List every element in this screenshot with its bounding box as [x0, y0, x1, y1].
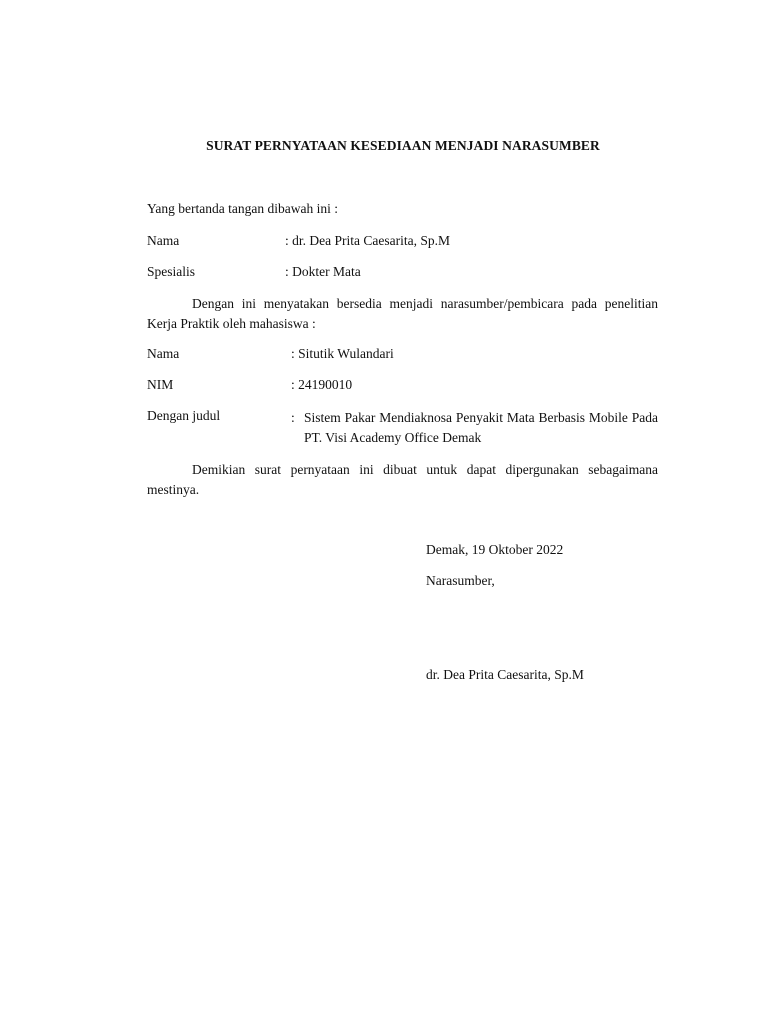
student-nim-value: : 24190010	[291, 377, 353, 392]
statement-paragraph: Dengan ini menyatakan bersedia menjadi narasumber/pembicara pada penelitian Kerja Praktik oleh mahasiswa :	[147, 296, 658, 331]
closing-paragraph: Demikian surat pernyataan ini dibuat untuk dapat dipergunakan sebagaimana mestinya.	[147, 462, 658, 497]
research-title-value: Sistem Pakar Mendiaknosa Penyakit Mata Berbasis Mobile Pada PT. Visi Academy Office Demak	[304, 410, 658, 445]
letter-title: SURAT PERNYATAAN KESEDIAAN MENJADI NARASUMBER	[206, 138, 600, 153]
student-name-value: : Situtik Wulandari	[291, 346, 394, 361]
research-title-block	[291, 408, 658, 448]
signature-role: Narasumber,	[426, 573, 495, 588]
intro-text: Yang bertanda tangan dibawah ini :	[147, 201, 338, 216]
signer-specialty-value: : Dokter Mata	[285, 264, 361, 279]
signer-specialty-label: Spesialis	[147, 264, 196, 279]
signer-name-value: : dr. Dea Prita Caesarita, Sp.M	[285, 233, 450, 248]
signature-place-date: Demak, 19 Oktober 2022	[426, 542, 564, 557]
research-title-colon: :	[291, 410, 295, 425]
signature-name: dr. Dea Prita Caesarita, Sp.M	[426, 667, 584, 682]
student-name-label: Nama	[147, 346, 180, 361]
signer-name-label: Nama	[147, 233, 180, 248]
student-nim-label: NIM	[147, 377, 174, 392]
research-title-label: Dengan judul	[147, 408, 221, 423]
